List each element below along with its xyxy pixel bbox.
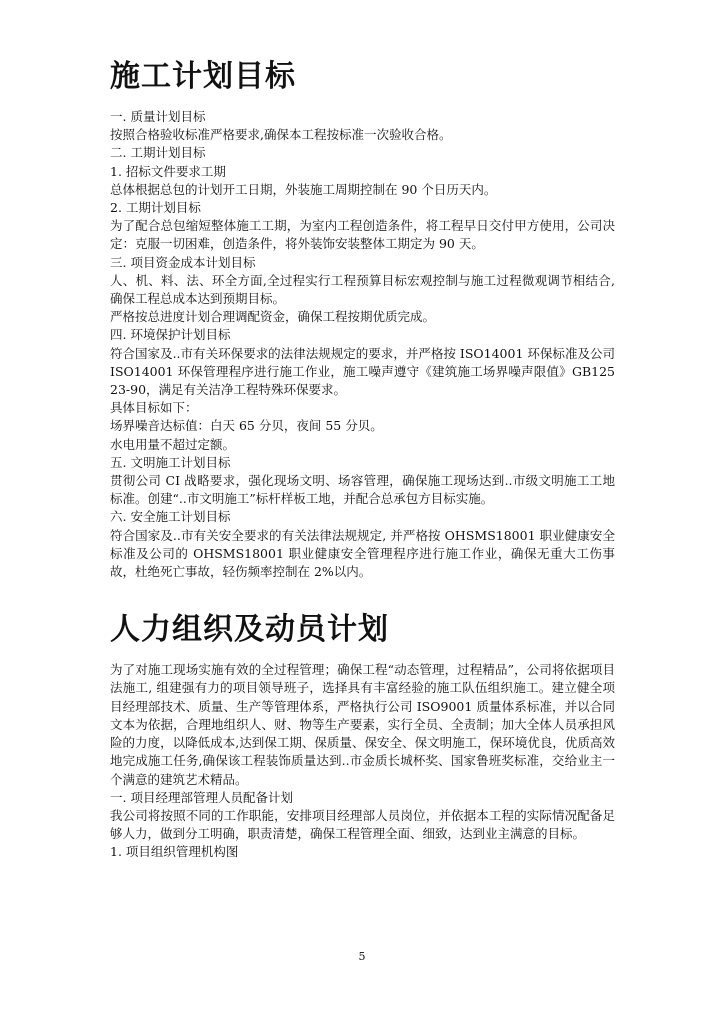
section-construction-plan-goals <box>110 108 615 581</box>
paragraph: 人、机、料、法、环全方面,全过程实行工程预算目标宏观控制与施工过程微观调节相结合,确保工程总成本达到预期目标。 <box>110 272 615 307</box>
heading-manpower-plan: 人力组织及动员计划 <box>110 612 389 648</box>
paragraph: 为了对施工现场实施有效的全过程管理；确保工程“动态管理，过程精品”，公司将依据项目法施工, 组建强有力的项目领导班子，选择具有丰富经验的施工队伍组织施工。建立健全项目经理部技术、质量、生产等管理体系，严格执行公司 ISO9001 质量体系标准，并以合同文本为依据，合理地组织人、财、物等生产要素，实行全员、全责制；加大全体人员承担风险的力度，以降低成本,达到保工期、保质量、保安全、保文明施工，保环境优良，优质高效地完成施工任务,确保该工程装饰质量达到..市金质长城杯奖、国家鲁班奖标准，交给业主一个满意的建筑艺术精品。 <box>110 662 615 787</box>
page-number: 5 <box>358 950 366 963</box>
paragraph: 五. 文明施工计划目标 <box>110 454 231 470</box>
paragraph: 2. 工期计划目标 <box>110 200 201 216</box>
paragraph: 符合国家及..市有关环保要求的法律法规规定的要求，并严格按 ISO14001 环保标准及公司 ISO14001 环保管理程序进行施工作业，施工噪声遵守《建筑施工场界噪声限值》GB12523-90，满足有关洁净工程特殊环保要求。 <box>110 345 615 398</box>
paragraph: 符合国家及..市有关安全要求的有关法律法规规定, 并严格按 OHSMS18001 职业健康安全标准及公司的 OHSMS18001 职业健康安全管理程序进行施工作业，确保无重大工伤事故，杜绝死亡事故，轻伤频率控制在 2%以内。 <box>110 527 615 580</box>
paragraph: 一. 项目经理部管理人员配备计划 <box>110 789 293 805</box>
paragraph: 六. 安全施工计划目标 <box>110 509 231 525</box>
paragraph: 贯彻公司 CI 战略要求，强化现场文明、场容管理，确保施工现场达到..市级文明施工工地标准。创建“..市文明施工”标杆样板工地，并配合总承包方目标实施。 <box>110 473 615 507</box>
page-content <box>110 56 615 862</box>
heading-construction-plan-goals: 施工计划目标 <box>110 59 296 94</box>
paragraph: 按照合格验收标准严格要求,确保本工程按标准一次验收合格。 <box>110 127 452 143</box>
paragraph: 严格按总进度计划合理调配资金，确保工程按期优质完成。 <box>110 309 436 325</box>
paragraph: 二. 工期计划目标 <box>110 145 206 161</box>
paragraph: 总体根据总包的计划开工日期，外装施工周期控制在 90 个日历天内。 <box>110 181 497 197</box>
paragraph: 具体目标如下： <box>110 400 198 416</box>
section-manpower-plan <box>110 661 615 861</box>
paragraph: 三. 项目资金成本计划目标 <box>110 254 256 270</box>
paragraph: 水电用量不超过定额。 <box>110 436 236 452</box>
paragraph: 场界噪音达标值：白天 65 分贝，夜间 55 分贝。 <box>110 418 383 434</box>
paragraph: 1. 招标文件要求工期 <box>110 163 226 179</box>
paragraph: 为了配合总包缩短整体施工工期，为室内工程创造条件，将工程早日交付甲方使用，公司决定：克服一切困难，创造条件，将外装饰安装整体工期定为 90 天。 <box>110 218 615 252</box>
paragraph: 四. 环境保护计划目标 <box>110 327 231 343</box>
paragraph: 1. 项目组织管理机构图 <box>110 844 239 860</box>
paragraph: 我公司将按照不同的工作职能，安排项目经理部人员岗位，并依据本工程的实际情况配备足够人力，做到分工明确，职责清楚，确保工程管理全面、细致，达到业主满意的目标。 <box>110 807 615 842</box>
paragraph: 一. 质量计划目标 <box>110 109 206 124</box>
